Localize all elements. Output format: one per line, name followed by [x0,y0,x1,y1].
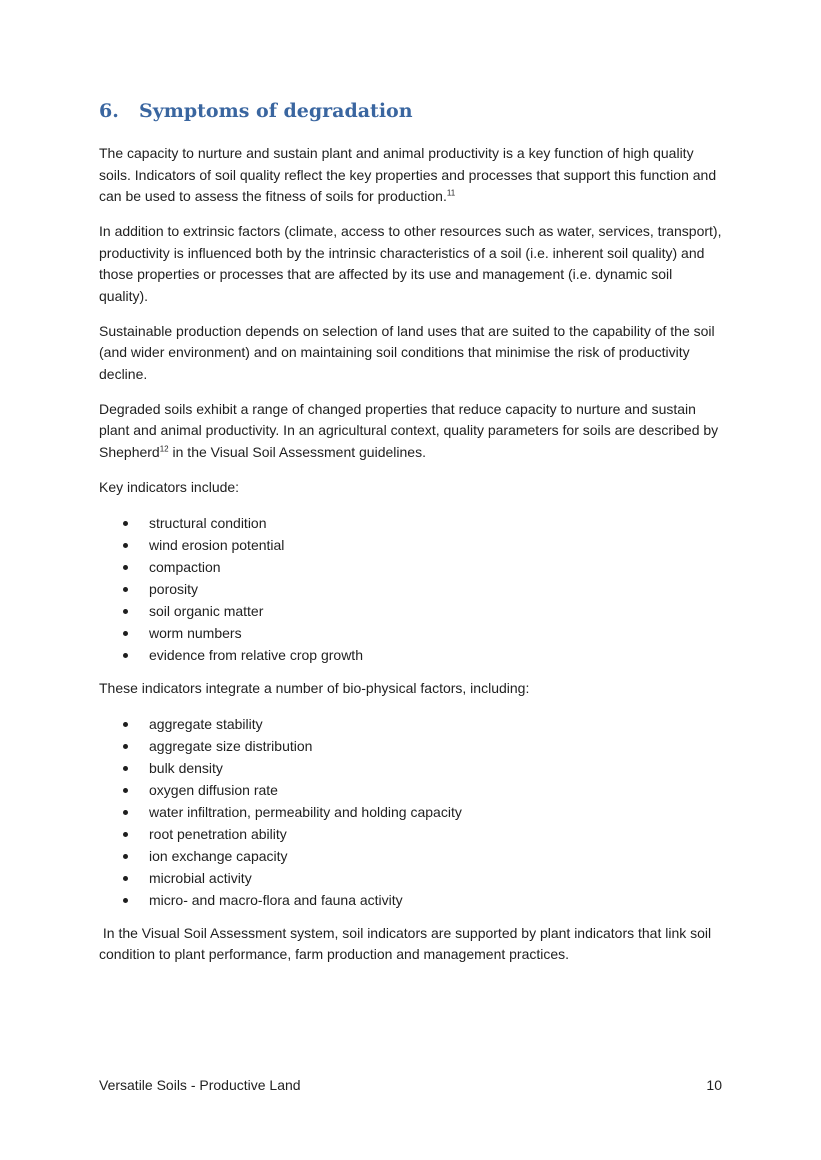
page-number: 10 [706,1077,722,1093]
paragraph-4-text-after: in the Visual Soil Assessment guidelines. [168,443,426,460]
section-title: Symptoms of degradation [139,100,413,122]
biophysical-factors-list [99,713,724,911]
section-number: 6. [99,100,119,122]
biophysical-factors-intro: These indicators integrate a number of bio-physical factors, including: [99,679,530,696]
paragraph-4-text-before: Degraded soils exhibit a range of changed properties that reduce capacity to nurture and sustain plant and animal productivity. In an agricultural context, quality parameters for soils are described by Shepherd [99,400,719,460]
list-item: soil organic matter [99,600,724,622]
paragraph-3: Sustainable production depends on selection of land uses that are suited to the capability of the soil (and wider environment) and on maintaining soil conditions that minimise the risk of productivity decline. [99,322,715,382]
list-item: bulk density [99,757,724,779]
list-item: ion exchange capacity [99,845,724,867]
list-item: root penetration ability [99,823,724,845]
list-item: porosity [99,578,724,600]
list-item: microbial activity [99,867,724,889]
list-item: water infiltration, permeability and holding capacity [99,801,724,823]
closing-paragraph: In the Visual Soil Assessment system, soil indicators are supported by plant indicators that link soil condition to plant performance, farm production and management practices. [99,924,716,962]
list-item: structural condition [99,512,724,534]
paragraph-4 [99,399,724,464]
list-item: aggregate size distribution [99,735,724,757]
paragraph-1 [99,143,724,208]
footnote-ref-12[interactable]: 12 [159,443,169,453]
footnote-ref-11[interactable]: 11 [446,188,456,198]
section-heading [99,100,413,122]
key-indicators-list [99,512,724,666]
list-item: evidence from relative crop growth [99,644,724,666]
paragraph-1-text: The capacity to nurture and sustain plant and animal productivity is a key function of high quality soils. Indicators of soil quality reflect the key properties and processes that support this function and can be used to assess the fitness of soils for production. [99,145,717,204]
list-item: wind erosion potential [99,534,724,556]
list-item: compaction [99,556,724,578]
list-item: oxygen diffusion rate [99,779,724,801]
list-item: micro- and macro-flora and fauna activity [99,889,724,911]
footer-title: Versatile Soils - Productive Land [99,1077,301,1093]
body-text [99,143,724,979]
list-item: aggregate stability [99,713,724,735]
list-item: worm numbers [99,622,724,644]
key-indicators-intro: Key indicators include: [99,478,240,495]
paragraph-2: In addition to extrinsic factors (climate, access to other resources such as water, services, transport), productivity is influenced both by the intrinsic characteristics of a soil (i.e. inherent soil quality) and those properties or processes that are affected by its use and management (i.e. dynamic soil quality). [99,223,722,304]
